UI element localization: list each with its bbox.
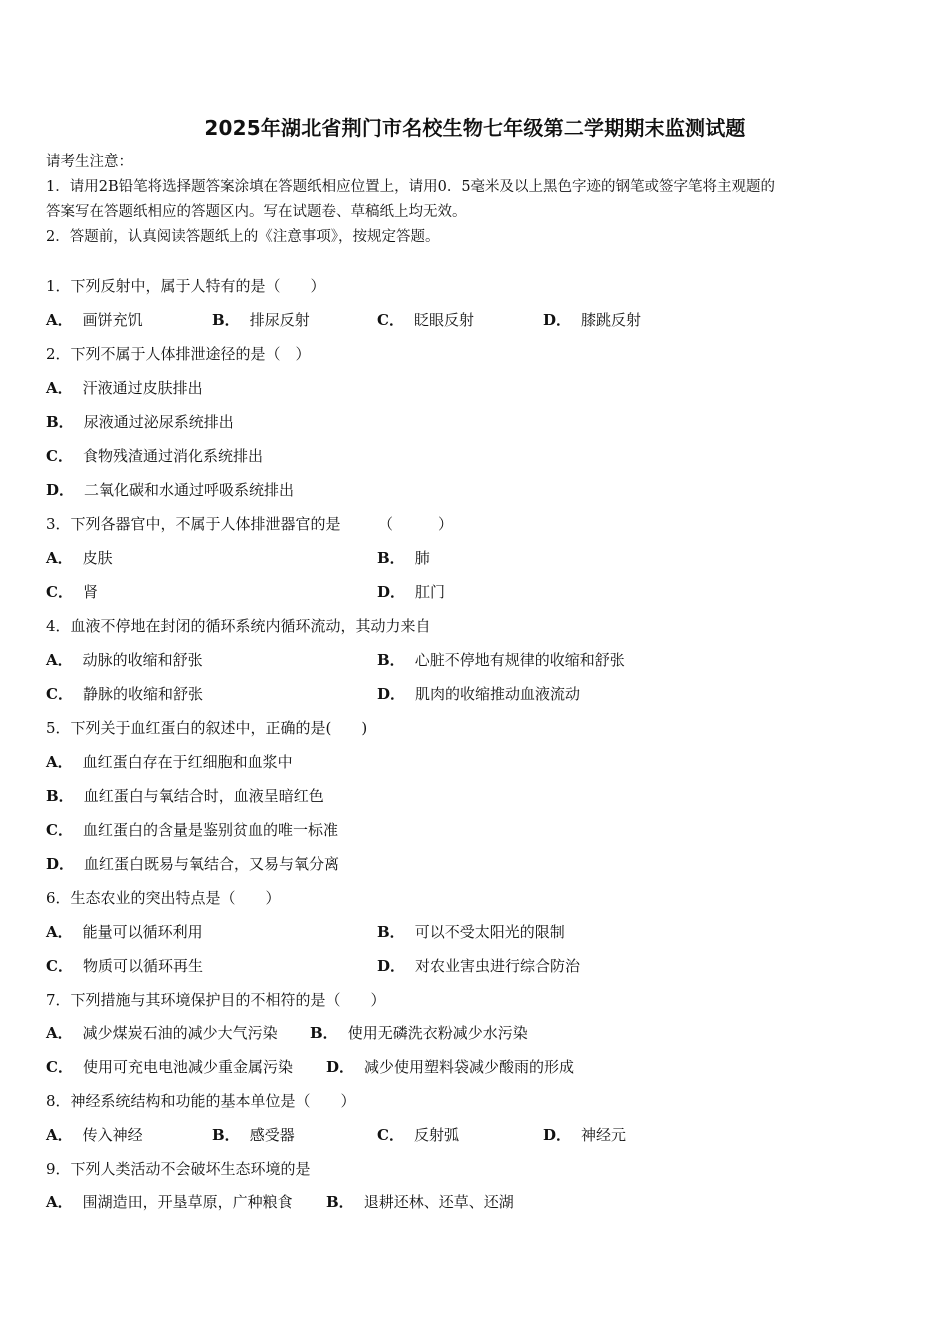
option-b[interactable] (310, 1023, 528, 1043)
option-text: 肛门 (415, 583, 446, 601)
option-text: 减少使用塑料袋减少酸雨的形成 (364, 1058, 575, 1076)
question-stem: 4．血液不停地在封闭的循环系统内循环流动，其动力来自 (46, 617, 431, 635)
option-text: 物质可以循环再生 (82, 957, 203, 975)
option-b[interactable] (326, 1192, 514, 1212)
option-b[interactable] (46, 786, 324, 806)
option-a[interactable] (46, 1023, 278, 1043)
option-label: A． (46, 379, 73, 397)
option-text: 退耕还林、还草、还湖 (363, 1193, 514, 1211)
option-text: 皮肤 (82, 549, 113, 567)
option-label: B． (310, 1024, 338, 1042)
option-text: 使用无磷洗衣粉减少水污染 (347, 1024, 528, 1042)
option-label: D． (543, 311, 572, 329)
option-a[interactable] (46, 1192, 293, 1212)
option-text: 汗液通过皮肤排出 (82, 379, 203, 397)
option-label: C． (46, 685, 73, 703)
option-b[interactable] (377, 548, 430, 568)
option-label: B． (377, 651, 405, 669)
option-label: B． (377, 923, 405, 941)
option-text: 感受器 (249, 1126, 295, 1144)
option-text: 动脉的收缩和舒张 (82, 651, 203, 669)
option-c[interactable] (46, 446, 263, 466)
option-label: C． (46, 1058, 73, 1076)
option-d[interactable] (326, 1057, 574, 1077)
option-b[interactable] (46, 412, 234, 432)
option-label: B． (377, 549, 405, 567)
option-a[interactable] (46, 1125, 143, 1145)
question-stem: 5．下列关于血红蛋白的叙述中，正确的是( ) (46, 719, 368, 737)
option-label: B． (212, 1126, 240, 1144)
option-d[interactable] (543, 310, 641, 330)
option-a[interactable] (46, 922, 203, 942)
option-label: A． (46, 1126, 73, 1144)
option-text: 使用可充电电池减少重金属污染 (82, 1058, 293, 1076)
option-label: B． (326, 1193, 354, 1211)
option-label: C． (46, 821, 73, 839)
option-d[interactable] (377, 582, 445, 602)
option-c[interactable] (46, 684, 203, 704)
option-a[interactable] (46, 310, 143, 330)
option-d[interactable] (377, 684, 580, 704)
option-text: 减少煤炭石油的减少大气污染 (82, 1024, 278, 1042)
option-label: D． (377, 685, 406, 703)
option-text: 画饼充饥 (82, 311, 143, 329)
page-title: 2025年湖北省荆门市名校生物七年级第二学期期末监测试题 (204, 116, 746, 140)
option-c[interactable] (46, 1057, 293, 1077)
option-label: C． (46, 447, 73, 465)
option-text: 静脉的收缩和舒张 (82, 685, 203, 703)
option-text: 围湖造田，开垦草原，广种粮食 (82, 1193, 293, 1211)
option-c[interactable] (377, 310, 474, 330)
option-label: C． (377, 311, 404, 329)
option-c[interactable] (46, 820, 338, 840)
notice-heading: 请考生注意： (46, 154, 133, 170)
option-label: A． (46, 923, 73, 941)
option-text: 血红蛋白的含量是鉴别贫血的唯一标准 (82, 821, 338, 839)
option-text: 尿液通过泌尿系统排出 (83, 413, 234, 431)
option-label: A． (46, 549, 73, 567)
option-text: 反射弧 (413, 1126, 459, 1144)
option-label: A． (46, 311, 73, 329)
option-text: 神经元 (581, 1126, 627, 1144)
option-label: C． (377, 1126, 404, 1144)
option-text: 食物残渣通过消化系统排出 (82, 447, 263, 465)
option-label: D． (543, 1126, 572, 1144)
option-d[interactable] (543, 1125, 626, 1145)
option-label: C． (46, 957, 73, 975)
option-text: 肺 (414, 549, 430, 567)
option-text: 对农业害虫进行综合防治 (415, 957, 581, 975)
question-stem: 3．下列各器官中，不属于人体排泄器官的是 （ ） (46, 515, 454, 533)
option-text: 血红蛋白与氧结合时，血液呈暗红色 (83, 787, 324, 805)
question-stem: 6．生态农业的突出特点是（ ） (46, 889, 281, 907)
option-label: B． (212, 311, 240, 329)
notice-line: 1．请用2B铅笔将选择题答案涂填在答题纸相应位置上，请用0．5毫米及以上黑色字迹的钢笔或签字笔将主观题的 (46, 179, 776, 195)
option-c[interactable] (46, 956, 203, 976)
option-label: D． (326, 1058, 355, 1076)
option-b[interactable] (377, 650, 625, 670)
option-c[interactable] (377, 1125, 459, 1145)
option-label: D． (377, 583, 406, 601)
option-label: D． (377, 957, 406, 975)
question-stem: 9．下列人类活动不会破坏生态环境的是 (46, 1160, 311, 1178)
option-text: 眨眼反射 (413, 311, 474, 329)
option-a[interactable] (46, 650, 203, 670)
option-b[interactable] (377, 922, 565, 942)
option-d[interactable] (46, 854, 339, 874)
option-text: 血红蛋白存在于红细胞和血浆中 (82, 753, 293, 771)
option-text: 膝跳反射 (581, 311, 642, 329)
option-a[interactable] (46, 378, 203, 398)
question-stem: 7．下列措施与其环境保护目的不相符的是（ ） (46, 991, 386, 1009)
option-label: A． (46, 1024, 73, 1042)
question-stem: 2．下列不属于人体排泄途径的是（ ） (46, 345, 311, 363)
option-text: 可以不受太阳光的限制 (414, 923, 565, 941)
option-label: A． (46, 1193, 73, 1211)
option-text: 排尿反射 (249, 311, 310, 329)
option-label: D． (46, 855, 75, 873)
option-text: 二氧化碳和水通过呼吸系统排出 (84, 481, 295, 499)
option-text: 能量可以循环利用 (82, 923, 203, 941)
option-label: B． (46, 787, 74, 805)
option-text: 肾 (82, 583, 98, 601)
option-label: C． (46, 583, 73, 601)
question-stem: 1．下列反射中，属于人特有的是（ ） (46, 277, 326, 295)
option-a[interactable] (46, 548, 113, 568)
notice-line: 答案写在答题纸相应的答题区内。写在试题卷、草稿纸上均无效。 (46, 204, 467, 220)
option-d[interactable] (46, 480, 294, 500)
option-label: A． (46, 753, 73, 771)
option-b[interactable] (212, 310, 310, 330)
option-a[interactable] (46, 752, 293, 772)
option-text: 传入神经 (82, 1126, 143, 1144)
question-stem: 8．神经系统结构和功能的基本单位是（ ） (46, 1092, 356, 1110)
option-b[interactable] (212, 1125, 295, 1145)
option-label: A． (46, 651, 73, 669)
option-text: 肌肉的收缩推动血液流动 (415, 685, 581, 703)
notice-line: 2．答题前，认真阅读答题纸上的《注意事项》，按规定答题。 (46, 229, 440, 245)
option-d[interactable] (377, 956, 580, 976)
option-c[interactable] (46, 582, 98, 602)
option-text: 心脏不停地有规律的收缩和舒张 (414, 651, 625, 669)
option-text: 血红蛋白既易与氧结合，又易与氧分离 (84, 855, 340, 873)
option-label: D． (46, 481, 75, 499)
option-label: B． (46, 413, 74, 431)
